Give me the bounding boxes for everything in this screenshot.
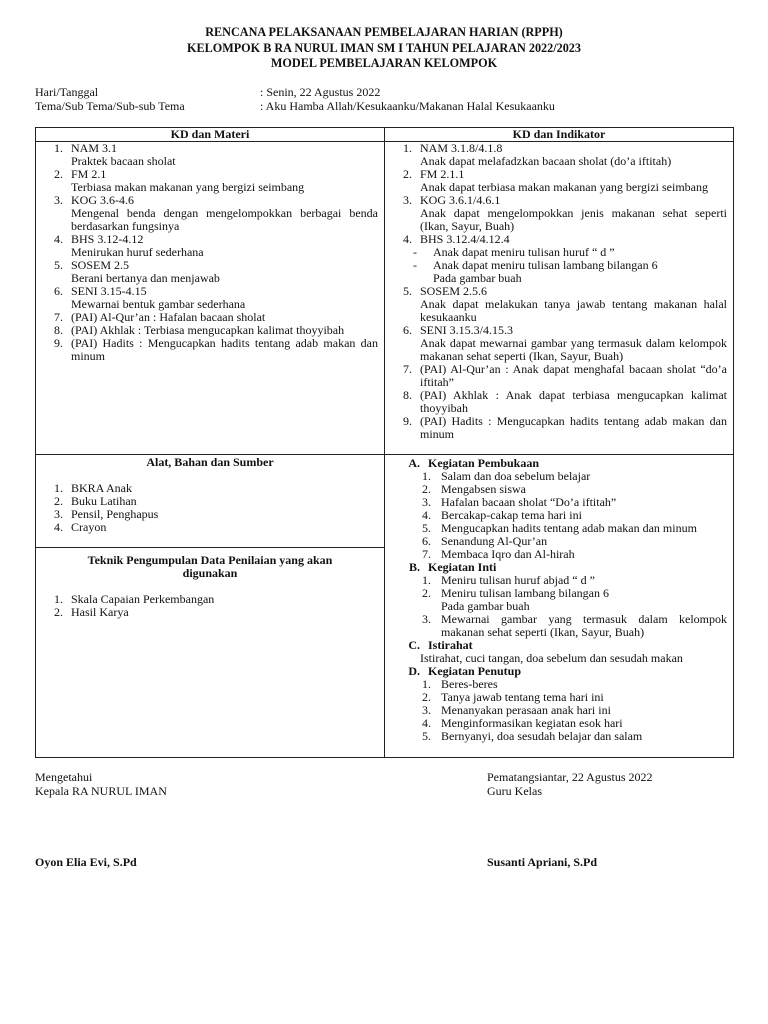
- activity-text: Senandung Al-Qur’an: [441, 534, 548, 548]
- item-number: 2.: [54, 605, 63, 619]
- kd-code: FM 2.1: [71, 167, 107, 181]
- subitem-text: Anak dapat meniru tulisan lambang bilangan 6: [433, 258, 658, 272]
- sign-right-name: Susanti Apriani, S.Pd: [487, 855, 598, 869]
- activity-item: [385, 587, 733, 600]
- subitem-text-continued: Pada gambar buah: [433, 271, 522, 285]
- doc-title-1: RENCANA PELAKSANAAN PEMBELAJARAN HARIAN (RPPH): [205, 25, 563, 39]
- section-letter: C.: [408, 638, 420, 652]
- item-number: 1.: [54, 141, 63, 155]
- kd-code: NAM 3.1: [71, 141, 118, 155]
- activity-text: Hafalan bacaan sholat “Do’a iftitah”: [441, 495, 617, 509]
- indikator-code: KOG 3.6.1/4.6.1: [420, 193, 501, 207]
- item-number: 2.: [54, 167, 63, 181]
- teknik-item: [36, 606, 384, 619]
- indikator-item: [385, 415, 733, 441]
- item-number: 1.: [54, 592, 63, 606]
- tema-label: Tema/Sub Tema/Sub-sub Tema: [35, 99, 185, 113]
- indikator-text: Anak dapat mewarnai gambar yang termasuk dalam kelompok makanan sehat seperti (Ikan, Sayur, Buah): [420, 336, 727, 363]
- kegiatan-d-heading: [385, 665, 733, 678]
- item-number: 3.: [54, 193, 63, 207]
- indikator-text: (PAI) Hadits : Mengucapkan hadits tentang adab makan dan minum: [420, 414, 727, 441]
- teknik-heading-1: Teknik Pengumpulan Data Penilaian yang akan: [87, 553, 333, 567]
- activity-text: Menanyakan perasaan anak hari ini: [441, 703, 611, 717]
- kd-materi-text: Menirukan huruf sederhana: [71, 245, 204, 259]
- item-number: 4.: [403, 232, 412, 246]
- subitem-text: Anak dapat meniru tulisan huruf “ d ”: [433, 245, 615, 259]
- item-text: Hasil Karya: [71, 605, 129, 619]
- indikator-code: NAM 3.1.8/4.1.8: [420, 141, 503, 155]
- kd-code: SOSEM 2.5: [71, 258, 130, 272]
- indikator-text: Anak dapat mengelompokkan jenis makanan sehat seperti (Ikan, Sayur, Buah): [420, 206, 727, 233]
- item-number: 8.: [54, 323, 63, 337]
- section-title: Kegiatan Inti: [428, 560, 497, 574]
- kd-materi-text: Mengenal benda dengan mengelompokkan berbagai benda berdasarkan fungsinya: [71, 206, 378, 233]
- indikator-item: [385, 363, 733, 389]
- item-number: 7.: [403, 362, 412, 376]
- kd-materi-heading: KD dan Materi: [36, 128, 384, 142]
- indikator-item: [385, 389, 733, 415]
- item-number: 5.: [422, 729, 431, 743]
- kd-code: (PAI) Al-Qur’an : Hafalan bacaan sholat: [71, 310, 266, 324]
- kd-materi-text: Berani bertanya dan menjawab: [71, 271, 220, 285]
- activity-text: Salam dan doa sebelum belajar: [441, 469, 591, 483]
- section-letter: D.: [408, 664, 420, 678]
- item-number: 6.: [54, 284, 63, 298]
- indikator-text: (PAI) Al-Qur’an : Anak dapat menghafal bacaan sholat “do’a iftitah”: [420, 362, 727, 389]
- alat-box: [36, 456, 384, 548]
- item-number: 7.: [54, 310, 63, 324]
- tema-value: : Aku Hamba Allah/Kesukaanku/Makanan Halal Kesukaanku: [260, 99, 555, 113]
- item-number: 1.: [54, 481, 63, 495]
- activity-text: Beres-beres: [441, 677, 498, 691]
- istirahat-text: Istirahat, cuci tangan, doa sebelum dan sesudah makan: [420, 651, 683, 665]
- indikator-text: Anak dapat melafadzkan bacaan sholat (do’a iftitah): [420, 154, 672, 168]
- activity-text: Membaca Iqro dan Al-hirah: [441, 547, 575, 561]
- item-number: 6.: [403, 323, 412, 337]
- activity-text: Meniru tulisan lambang bilangan 6: [441, 586, 609, 600]
- section-title: Kegiatan Penutup: [428, 664, 522, 678]
- kd-indikator-cell: [385, 128, 734, 455]
- kd-materi-text: Praktek bacaan sholat: [71, 154, 176, 168]
- kd-materi-cell: [36, 128, 385, 455]
- alat-heading: Alat, Bahan dan Sumber: [146, 455, 274, 469]
- indikator-code: BHS 3.12.4/4.12.4: [420, 232, 510, 246]
- item-number: 2.: [403, 167, 412, 181]
- item-text: Pensil, Penghapus: [71, 507, 159, 521]
- activity-item: [385, 470, 733, 483]
- kd-materi-list: [36, 142, 384, 363]
- kegiatan-cell: [385, 455, 734, 758]
- sign-left-line2: Kepala RA NURUL IMAN: [35, 784, 167, 798]
- left-lower-cell: [36, 455, 385, 758]
- hari-label: Hari/Tanggal: [35, 85, 99, 99]
- alat-list: [36, 482, 384, 534]
- item-number: 3.: [422, 495, 431, 509]
- item-number: 5.: [403, 284, 412, 298]
- item-number: 4.: [422, 716, 431, 730]
- indikator-text: Anak dapat melakukan tanya jawab tentang makanan halal kesukaanku: [420, 297, 727, 324]
- activity-text: Mewarnai gambar yang termasuk dalam kelompok makanan sehat seperti (Ikan, Sayur, Buah): [441, 612, 727, 639]
- item-number: 1.: [403, 141, 412, 155]
- indikator-text: (PAI) Akhlak : Anak dapat terbiasa mengucapkan kalimat thoyyibah: [420, 388, 727, 415]
- activity-text: Bernyanyi, doa sesudah belajar dan salam: [441, 729, 643, 743]
- item-number: 2.: [54, 494, 63, 508]
- sign-left-name: Oyon Elia Evi, S.Pd: [35, 855, 137, 869]
- item-number: 2.: [422, 690, 431, 704]
- teknik-heading-2: digunakan: [182, 566, 238, 580]
- item-text: Crayon: [71, 520, 107, 534]
- activity-text-continued: Pada gambar buah: [441, 599, 530, 613]
- kd-indikator-list: [385, 142, 733, 441]
- rpph-table: [35, 127, 734, 758]
- item-number: 5.: [54, 258, 63, 272]
- activity-text: Bercakap-cakap tema hari ini: [441, 508, 582, 522]
- kd-code: (PAI) Akhlak : Terbiasa mengucapkan kalimat thoyyibah: [71, 323, 345, 337]
- alat-item: [36, 521, 384, 534]
- item-number: 3.: [403, 193, 412, 207]
- item-text: BKRA Anak: [71, 481, 133, 495]
- item-number: 4.: [422, 508, 431, 522]
- dash-bullet: -: [413, 245, 417, 259]
- item-number: 5.: [422, 521, 431, 535]
- activity-text: Meniru tulisan huruf abjad “ d ”: [441, 573, 595, 587]
- indikator-text: Anak dapat terbiasa makan makanan yang bergizi seimbang: [420, 180, 709, 194]
- item-number: 4.: [54, 520, 63, 534]
- item-number: 2.: [422, 586, 431, 600]
- item-number: 1.: [422, 573, 431, 587]
- activity-item: [385, 613, 733, 639]
- kegiatan-d-list: [385, 678, 733, 743]
- indikator-code: SOSEM 2.5.6: [420, 284, 488, 298]
- item-number: 1.: [422, 677, 431, 691]
- section-title: Kegiatan Pembukaan: [428, 456, 540, 470]
- kd-code: (PAI) Hadits : Mengucapkan hadits tentang adab makan dan minum: [71, 336, 378, 363]
- section-letter: A.: [408, 456, 420, 470]
- kd-materi-item: [36, 337, 384, 363]
- activity-text: Mengucapkan hadits tentang adab makan dan minum: [441, 521, 697, 535]
- item-number: 1.: [422, 469, 431, 483]
- sign-right-line2: Guru Kelas: [487, 784, 542, 798]
- sign-left-line1: Mengetahui: [35, 770, 93, 784]
- section-title: Istirahat: [428, 638, 473, 652]
- item-number: 2.: [422, 482, 431, 496]
- item-number: 8.: [403, 388, 412, 402]
- activity-item: [385, 522, 733, 535]
- item-number: 9.: [54, 336, 63, 350]
- indikator-code: SENI 3.15.3/4.15.3: [420, 323, 513, 337]
- teknik-box: [36, 554, 384, 619]
- kd-materi-text: Terbiasa makan makanan yang bergizi seimbang: [71, 180, 305, 194]
- kd-materi-text: Mewarnai bentuk gambar sederhana: [71, 297, 246, 311]
- item-number: 3.: [54, 507, 63, 521]
- teknik-list: [36, 593, 384, 619]
- activity-text: Mengabsen siswa: [441, 482, 526, 496]
- item-number: 9.: [403, 414, 412, 428]
- item-number: 4.: [54, 232, 63, 246]
- item-text: Skala Capaian Perkembangan: [71, 592, 215, 606]
- item-number: 3.: [422, 703, 431, 717]
- item-text: Buku Latihan: [71, 494, 137, 508]
- kd-code: BHS 3.12-4.12: [71, 232, 144, 246]
- sign-right-line1: Pematangsiantar, 22 Agustus 2022: [487, 770, 653, 784]
- doc-title-2: KELOMPOK B RA NURUL IMAN SM I TAHUN PELAJARAN 2022/2023: [187, 41, 581, 55]
- kd-code: SENI 3.15-4.15: [71, 284, 147, 298]
- item-number: 6.: [422, 534, 431, 548]
- activity-text: Tanya jawab tentang tema hari ini: [441, 690, 604, 704]
- section-letter: B.: [408, 560, 420, 574]
- kd-code: KOG 3.6-4.6: [71, 193, 134, 207]
- dash-bullet: -: [413, 258, 417, 272]
- kd-indikator-heading: KD dan Indikator: [385, 128, 733, 142]
- item-number: 7.: [422, 547, 431, 561]
- doc-title-3: MODEL PEMBELAJARAN KELOMPOK: [270, 56, 498, 70]
- activity-item: [385, 730, 733, 743]
- kegiatan-a-list: [385, 470, 733, 561]
- activity-text: Menginformasikan kegiatan esok hari: [441, 716, 623, 730]
- indikator-code: FM 2.1.1: [420, 167, 465, 181]
- item-number: 3.: [422, 612, 431, 626]
- hari-value: : Senin, 22 Agustus 2022: [260, 85, 381, 99]
